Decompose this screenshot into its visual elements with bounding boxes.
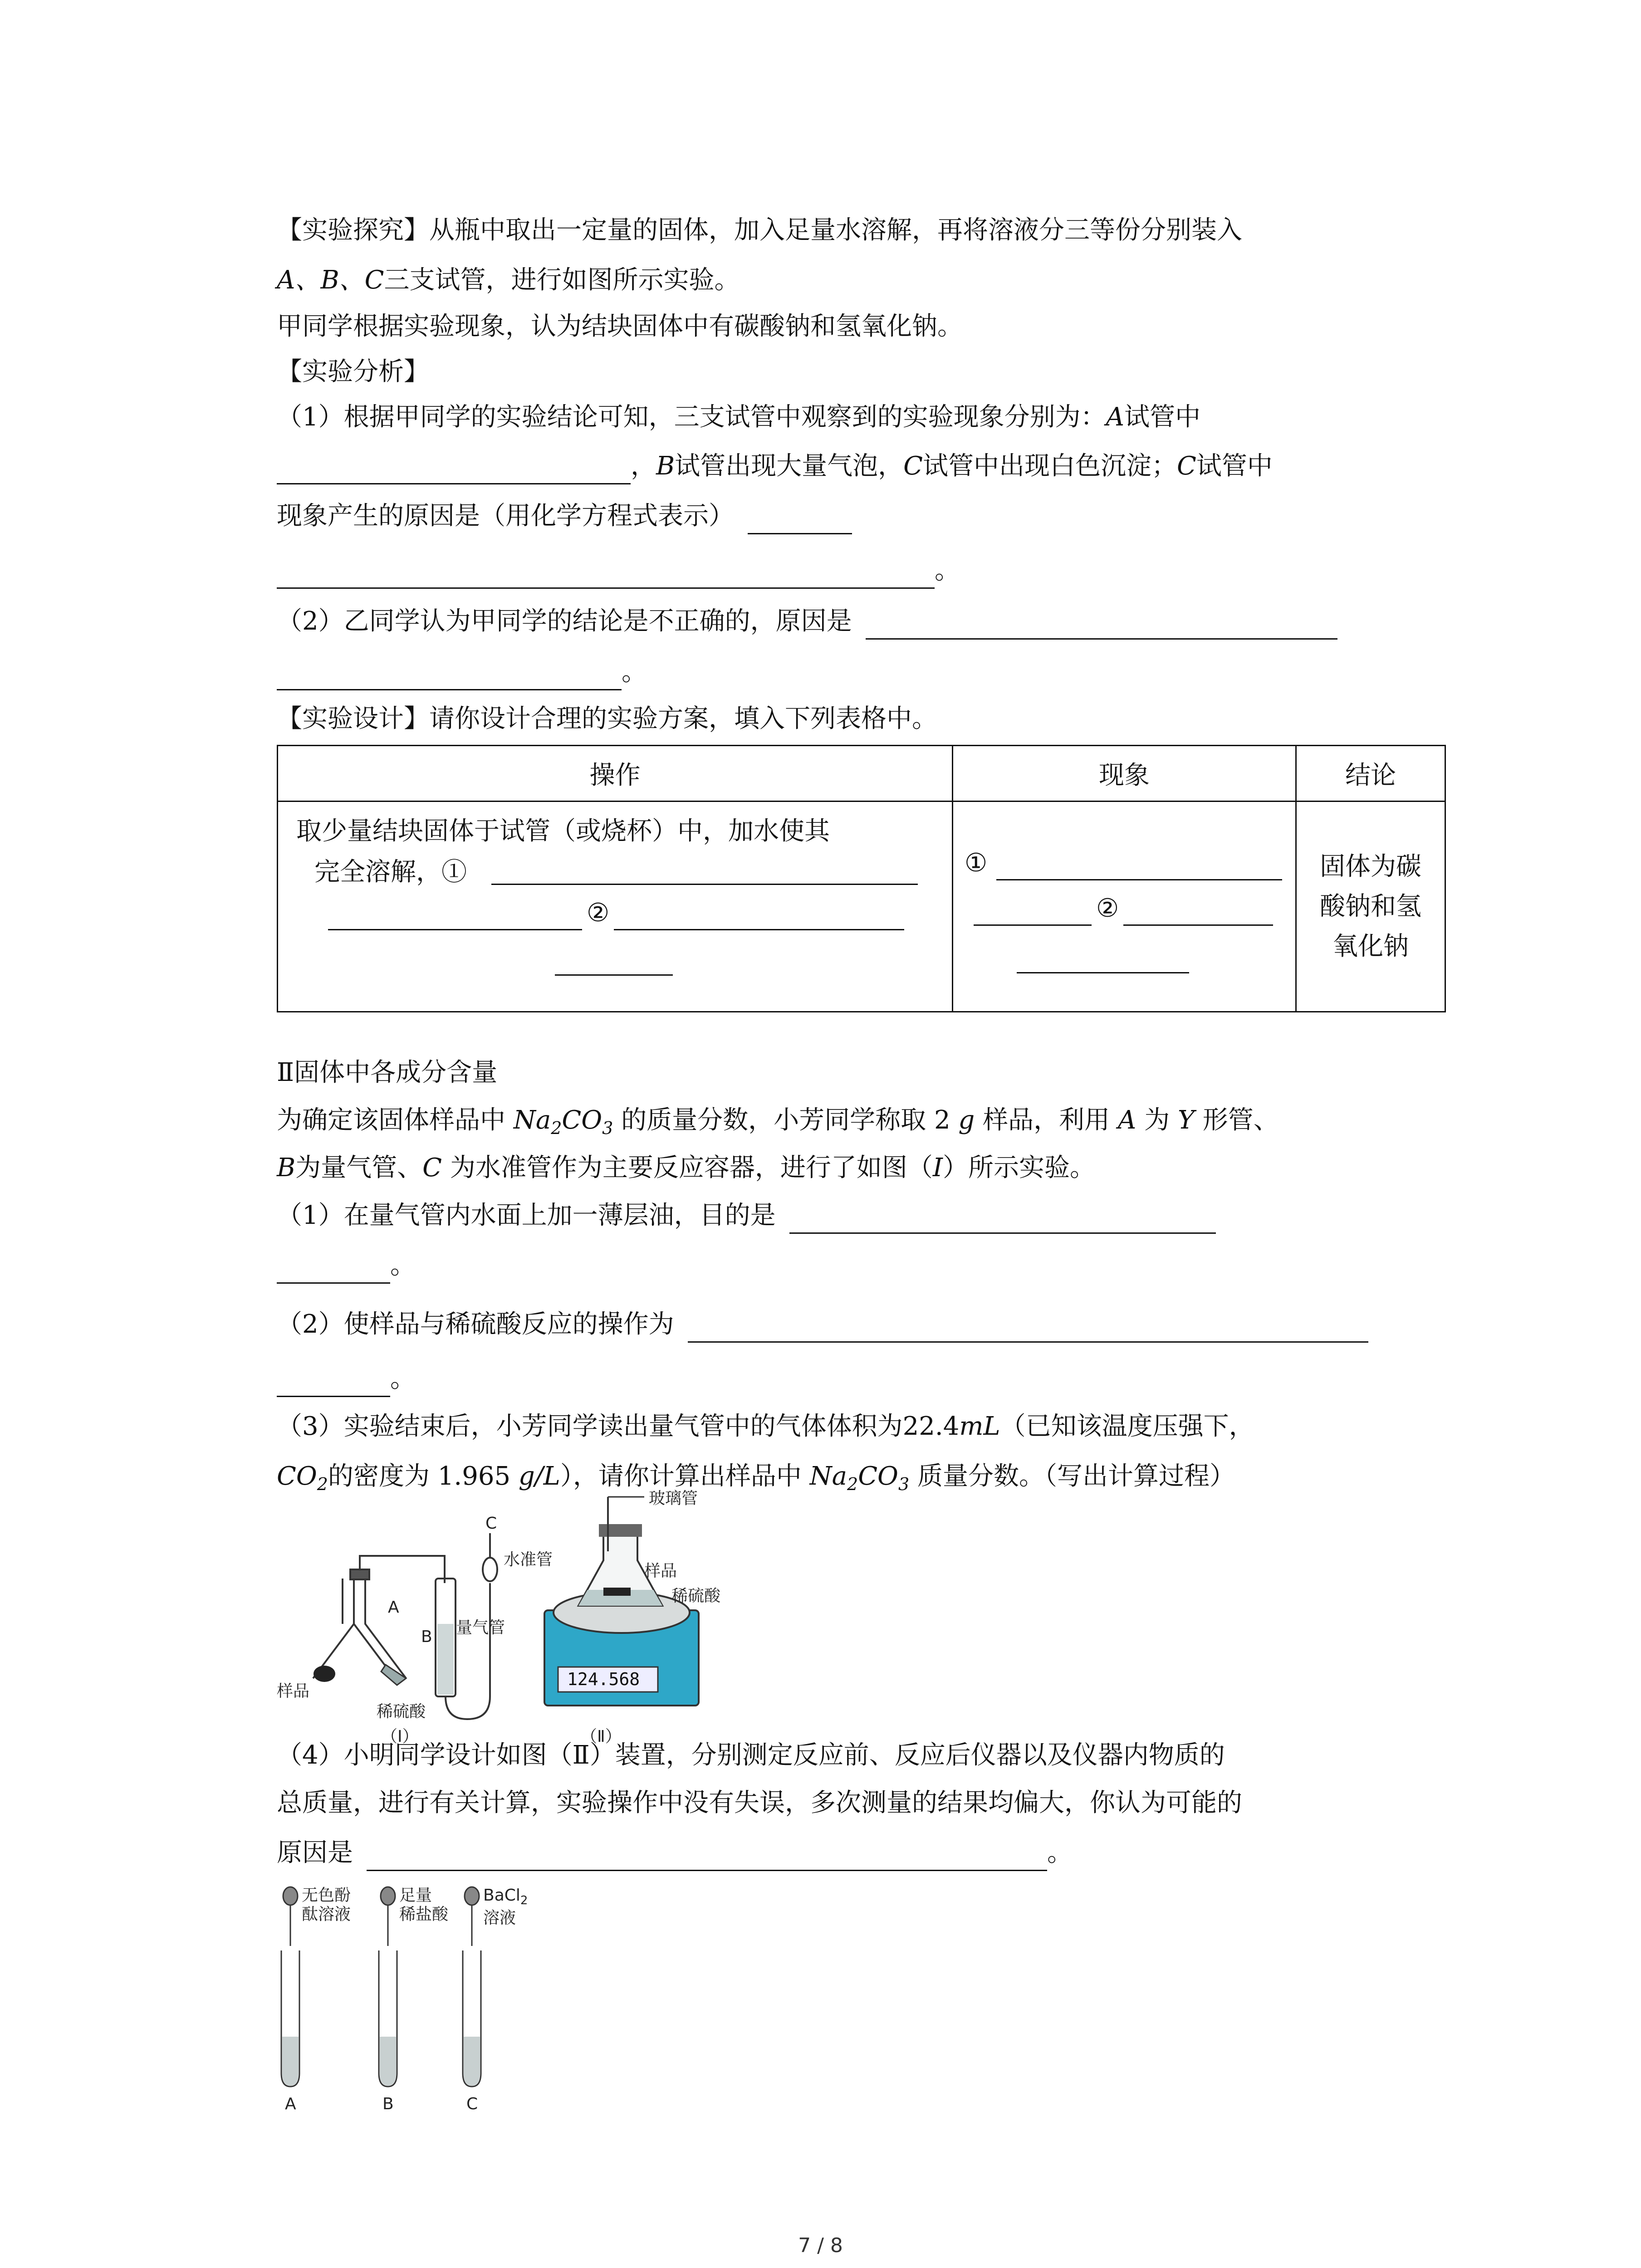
answer-blank-q1a[interactable]	[277, 453, 631, 484]
tube-a-label: A	[1106, 402, 1125, 432]
sample-in-flask	[603, 1588, 631, 1596]
answer-blank-s2q2a[interactable]	[688, 1311, 1368, 1343]
formula-na2co3: $Na_2CO_3$	[513, 1105, 613, 1139]
tube-c-label-2: C	[1177, 451, 1196, 481]
section2-q2-line2	[277, 1361, 416, 1397]
figure-1-y-tube-apparatus	[277, 1506, 553, 1746]
conclusion-line-1: 固体为碳	[1320, 851, 1421, 881]
density-unit: g/L	[518, 1461, 560, 1491]
period: 。	[390, 1364, 416, 1393]
period: 。	[390, 1251, 416, 1280]
solution-b	[380, 2037, 396, 2086]
intro-text-6: 为量气管、	[295, 1153, 423, 1183]
answer-blank-phen2[interactable]	[974, 924, 1092, 926]
s2q3-text-4: ），请你计算出样品中	[560, 1461, 802, 1491]
figure-1-caption: （Ⅰ）	[381, 1727, 419, 1746]
section2-intro-1	[277, 1102, 1279, 1146]
dropper-a-bulb	[283, 1887, 298, 1905]
acid-liquid	[381, 1665, 406, 1685]
q1-line-3	[277, 498, 852, 534]
tube-labels: A、B、C	[277, 265, 384, 295]
q1-text-4: 试管中出现白色沉淀；	[923, 451, 1177, 481]
s2q3-text-2: （已知该温度压强下，	[1000, 1412, 1254, 1441]
operation-cell	[278, 802, 953, 1012]
label-y: Y	[1177, 1105, 1195, 1135]
section2-q4-line3	[277, 1835, 1073, 1871]
period: 。	[935, 556, 960, 585]
section2-q3-line1	[277, 1408, 1254, 1445]
label-a: A	[388, 1598, 399, 1617]
header-operation: 操作	[278, 746, 953, 802]
answer-blank-s2q2b[interactable]	[277, 1366, 390, 1397]
s2q4-text: 原因是	[277, 1838, 353, 1867]
phen-marker-1: ①	[965, 848, 988, 878]
label-acid: 稀硫酸	[377, 1702, 426, 1721]
analysis-heading: 【实验分析】	[277, 357, 429, 386]
experiment-design-table	[277, 745, 1446, 1012]
explore-line-1: 【实验探究】从瓶中取出一定量的固体，加入足量水溶解，再将溶液分三等份分别装入	[277, 215, 1242, 245]
conclusion-line: 甲同学根据实验现象，认为结块固体中有碳酸钠和氢氧化钠。	[277, 312, 963, 341]
formula-na2co3-2: $Na_2CO_3$	[809, 1461, 910, 1495]
intro-text-8: ）所示实验。	[942, 1153, 1095, 1183]
q2-line-1	[277, 603, 1337, 640]
q1-text-5: 试管中	[1196, 451, 1273, 481]
section2-q2	[277, 1306, 1368, 1343]
conclusion-cell	[1296, 802, 1445, 1012]
formula-co2: $CO_2$	[277, 1461, 328, 1495]
s2q3-text-5: 质量分数。（写出计算过程）	[917, 1461, 1235, 1491]
period: 。	[1047, 1838, 1073, 1867]
gas-volume: 22.4	[902, 1412, 960, 1441]
answer-blank-s2q1b[interactable]	[277, 1252, 390, 1284]
s2q2-text: （2）使样品与稀硫酸反应的操作为	[277, 1310, 674, 1339]
tube-label-a: A	[285, 2095, 296, 2113]
intro-text-3: 样品，利用	[983, 1105, 1110, 1135]
conclusion-line-2: 酸钠和氢	[1320, 891, 1421, 921]
answer-blank-op2[interactable]	[328, 929, 582, 930]
intro-text-2: 的质量分数，小芳同学称取	[621, 1105, 926, 1135]
figure-2-caption: （Ⅱ）	[581, 1727, 622, 1746]
reagent-a-line-2: 酞溶液	[302, 1905, 351, 1924]
intro-text-4: 为	[1144, 1105, 1170, 1135]
operation-line-1: 取少量结块固体于试管（或烧杯）中，加水使其	[296, 816, 830, 846]
burette-liquid	[437, 1624, 454, 1695]
reagent-b-line-2: 稀盐酸	[399, 1905, 449, 1924]
phen-marker-2: ②	[1096, 894, 1119, 923]
period: 。	[622, 657, 647, 687]
reagent-c-line-1: BaCl$_2$	[483, 1886, 528, 1907]
conclusion-line-3: 氧化钠	[1332, 931, 1409, 961]
answer-blank-op4[interactable]	[555, 974, 673, 976]
volume-unit: mL	[959, 1412, 1000, 1441]
sample-solid	[314, 1666, 335, 1682]
balance-reading: 124.568	[567, 1669, 640, 1689]
intro-text-5: 形管、	[1202, 1105, 1279, 1135]
q1-text-3: 试管出现大量气泡，	[675, 451, 904, 481]
q1-line-1	[277, 399, 1200, 435]
label-i: I	[932, 1153, 943, 1183]
q1-line-4	[277, 552, 960, 589]
intro-text-7: 为水准管作为主要反应容器，进行了如图（	[450, 1153, 933, 1183]
label-b: B	[421, 1628, 432, 1646]
explore-text: 三支试管，进行如图所示实验。	[384, 265, 740, 295]
tube-label-c: C	[466, 2095, 478, 2113]
section2-q4-line2: 总质量，进行有关计算，实验操作中没有失误，多次测量的结果均偏大，你认为可能的	[277, 1788, 1242, 1818]
op-text: 完全溶解，①	[314, 857, 467, 887]
label-level-tube: 水准管	[504, 1550, 553, 1569]
level-tube-bulb	[483, 1558, 497, 1581]
answer-blank-phen4[interactable]	[1017, 972, 1189, 973]
stopper	[599, 1524, 642, 1537]
label-c: C	[422, 1153, 442, 1183]
tube-label-b: B	[382, 2095, 394, 2113]
marker-2: ②	[587, 898, 610, 928]
mass-unit: g	[958, 1105, 975, 1135]
answer-blank-phen3[interactable]	[1123, 924, 1273, 926]
tube-b-label: B	[656, 451, 675, 481]
answer-blank-op3[interactable]	[614, 929, 904, 930]
comma: ，	[631, 451, 656, 481]
section2-heading: Ⅱ固体中各成分含量	[277, 1058, 498, 1087]
header-phenomenon: 现象	[953, 746, 1296, 802]
dropper-c-bulb	[465, 1887, 479, 1905]
header-conclusion: 结论	[1296, 746, 1445, 802]
label-sample: 样品	[277, 1682, 310, 1701]
label-burette: 量气管	[456, 1618, 505, 1637]
s2q3-text: （3）实验结束后，小芳同学读出量气管中的气体体积为	[277, 1412, 903, 1441]
answer-blank-op1[interactable]	[491, 884, 918, 885]
section2-q1	[277, 1198, 1216, 1234]
label-b: B	[277, 1153, 296, 1183]
answer-blank-q2a[interactable]	[866, 608, 1337, 640]
q2-line-2	[277, 654, 647, 690]
solution-a	[282, 2037, 299, 2086]
solution-c	[464, 2037, 480, 2086]
reagent-b-line-1: 足量	[399, 1886, 432, 1905]
q2-text: （2）乙同学认为甲同学的结论是不正确的，原因是	[277, 606, 852, 636]
label-a: A	[1117, 1105, 1136, 1135]
co2-density: 1.965	[437, 1461, 511, 1491]
section2-q4-line1: （4）小明同学设计如图（Ⅱ）装置，分别测定反应前、反应后仪器以及仪器内物质的	[277, 1740, 1225, 1770]
answer-blank-q2b[interactable]	[277, 659, 622, 690]
label-glass-tube: 玻璃管	[649, 1489, 698, 1508]
answer-blank-q1b[interactable]	[748, 503, 852, 534]
design-heading: 【实验设计】请你设计合理的实验方案，填入下列表格中。	[277, 704, 937, 733]
section2-intro-2	[277, 1150, 1095, 1186]
mass-value: 2	[934, 1105, 950, 1135]
section2-q3-line2	[277, 1458, 1235, 1502]
tube-c-label: C	[903, 451, 923, 481]
dropper-b-bulb	[381, 1887, 395, 1905]
conclusion-text	[1297, 847, 1445, 967]
reagent-a-line-1: 无色酚	[302, 1886, 351, 1905]
s2q3-text-3: 的密度为	[328, 1461, 430, 1491]
s2q1-text: （1）在量气管内水面上加一薄层油，目的是	[277, 1201, 776, 1230]
q1-text-6: 现象产生的原因是（用化学方程式表示）	[277, 501, 734, 531]
label-sample-2: 样品	[644, 1562, 677, 1580]
figure-3-test-tubes	[272, 1882, 581, 2118]
y-tube-left-arm	[313, 1579, 354, 1678]
reagent-c-line-2: 溶液	[483, 1909, 516, 1927]
answer-blank-q1c[interactable]	[277, 557, 935, 589]
answer-blank-s2q4[interactable]	[367, 1840, 1047, 1871]
q1-text-2: 试管中	[1124, 402, 1201, 432]
connecting-tube	[360, 1556, 445, 1583]
label-acid-2: 稀硫酸	[671, 1587, 721, 1605]
operation-line-2	[314, 852, 467, 893]
q1-line-2	[277, 448, 1273, 484]
q1-text: （1）根据甲同学的实验结论可知，三支试管中观察到的实验现象分别为：	[277, 402, 1106, 432]
intro-text: 为确定该固体样品中	[277, 1105, 505, 1135]
page-number: 7 / 8	[798, 2234, 843, 2257]
figure-2-balance-apparatus	[535, 1489, 753, 1746]
answer-blank-s2q1a[interactable]	[789, 1202, 1216, 1234]
answer-blank-phen1[interactable]	[996, 879, 1282, 880]
section2-q1-line2	[277, 1247, 416, 1284]
phenomenon-cell	[953, 802, 1296, 1012]
label-c: C	[485, 1514, 497, 1533]
explore-line-2	[277, 262, 740, 298]
